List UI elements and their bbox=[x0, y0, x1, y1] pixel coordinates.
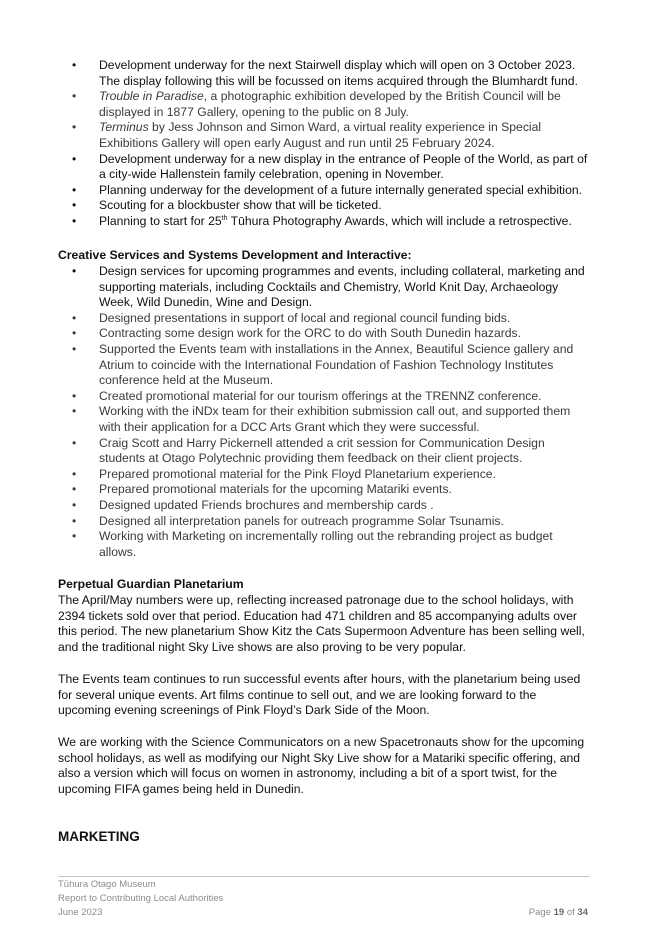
list-item-text bbox=[99, 467, 496, 481]
list-item-text-before: Planning to start for 25 bbox=[99, 213, 222, 228]
list-item-text bbox=[99, 389, 542, 403]
list-item bbox=[58, 498, 588, 514]
list-item bbox=[58, 89, 588, 120]
bullet-icon: • bbox=[72, 120, 77, 135]
list-item-body: Designed all interpretation panels for outreach programme Solar Tsunamis. bbox=[99, 513, 504, 528]
page-number bbox=[529, 906, 588, 919]
list-item-text bbox=[99, 120, 541, 150]
bullet-icon: • bbox=[72, 213, 77, 228]
list-item-body: Contracting some design work for the ORC to do with South Dunedin hazards. bbox=[99, 326, 522, 341]
exhibition-title: Trouble in Paradise bbox=[99, 89, 204, 104]
footer-divider bbox=[58, 876, 590, 877]
list-item-text bbox=[99, 529, 553, 559]
list-item bbox=[58, 389, 588, 405]
list-item-body: , a photographic exhibition developed by the British Council will be displayed in 1877 Gallery, opening to the public on 8 July. bbox=[99, 89, 561, 119]
list-item-text bbox=[99, 311, 510, 325]
list-item-body: Designed presentations in support of local and regional council funding bids. bbox=[99, 310, 511, 325]
list-item-text bbox=[99, 326, 521, 340]
bullet-icon: • bbox=[72, 58, 77, 72]
bullet-icon: • bbox=[72, 497, 77, 512]
list-item-body: Design services for upcoming programmes and events, including collateral, marketing and supporting materials, including Cocktails and Chemistry, World Knit Day, Archaeology Week, Wild Dunedin, Wine and Design. bbox=[99, 264, 585, 310]
bullet-icon: • bbox=[72, 151, 77, 166]
list-item-text bbox=[99, 58, 578, 88]
list-item bbox=[58, 120, 588, 151]
list-item-text bbox=[99, 152, 587, 182]
page-total: 34 bbox=[577, 907, 588, 918]
bullet-icon: • bbox=[72, 326, 77, 341]
page-of: of bbox=[566, 907, 575, 918]
list-item bbox=[58, 311, 588, 327]
list-item-text bbox=[99, 264, 585, 309]
list-item bbox=[58, 183, 588, 199]
list-item bbox=[58, 436, 588, 467]
bullet-icon: • bbox=[72, 404, 77, 419]
list-item-body: Prepared promotional materials for the upcoming Matariki events. bbox=[99, 482, 452, 497]
list-item bbox=[58, 482, 588, 498]
list-item-text bbox=[99, 183, 582, 197]
list-item-body: Development underway for the next Stairwell display which will open on 3 October 2023. The display following this will be focussed on items acquired through the Blumhardt fund. bbox=[99, 58, 578, 88]
list-item-body: Planning underway for the development of a future internally generated special exhibition. bbox=[99, 182, 583, 197]
list-item bbox=[58, 326, 588, 342]
footer-organisation: Tūhura Otago Museum bbox=[58, 879, 156, 890]
list-item-body: Designed updated Friends brochures and membership cards . bbox=[99, 497, 434, 512]
list-item bbox=[58, 264, 588, 311]
planetarium-paragraph-1: The April/May numbers were up, reflecting increased patronage due to the school holidays, with 2394 tickets sold over that period. Education had 471 children and 85 accompanying adults over this period. The new planetarium Show Kitz the Cats Supermoon Adventure has been selling well, and the traditional night Sky Live shows are also proving to be very popular. bbox=[58, 593, 585, 654]
list-item-text bbox=[99, 214, 572, 228]
list-item-body: Tūhura Photography Awards, which will include a retrospective. bbox=[227, 213, 572, 228]
bullet-icon: • bbox=[72, 310, 77, 325]
list-item bbox=[58, 404, 588, 435]
list-item-text bbox=[99, 514, 504, 528]
bullet-icon: • bbox=[72, 341, 77, 356]
planetarium-heading: Perpetual Guardian Planetarium bbox=[58, 577, 244, 591]
list-item bbox=[58, 198, 588, 214]
list-item-text bbox=[99, 89, 561, 119]
list-item bbox=[58, 467, 588, 483]
list-item bbox=[58, 514, 588, 530]
ordinal-suffix: th bbox=[221, 214, 228, 222]
exhibitions-bullet-list bbox=[58, 58, 588, 230]
list-item bbox=[58, 342, 588, 389]
creative-services-heading: Creative Services and Systems Development and Interactive: bbox=[58, 248, 412, 262]
page-prefix: Page bbox=[528, 907, 551, 918]
list-item-body: Working with Marketing on incrementally rolling out the rebranding project as budget allows. bbox=[99, 529, 553, 559]
bullet-icon: • bbox=[72, 513, 77, 528]
bullet-icon: • bbox=[72, 198, 77, 213]
planetarium-paragraph-2: The Events team continues to run successful events after hours, with the planetarium being used for several unique events. Art films continue to sell out, and we are looking forward to the upcoming evening screenings of Pink Floyd’s Dark Side of the Moon. bbox=[58, 672, 581, 718]
list-item-text bbox=[99, 342, 573, 387]
list-item-body: Supported the Events team with installations in the Annex, Beautiful Science gallery and Atrium to coincide with the International Foundation of Fashion Technology Institutes conference held at the Museum. bbox=[99, 341, 574, 388]
bullet-icon: • bbox=[72, 435, 77, 450]
bullet-icon: • bbox=[72, 264, 77, 278]
list-item-text bbox=[99, 404, 570, 434]
bullet-icon: • bbox=[72, 466, 77, 481]
bullet-icon: • bbox=[72, 482, 77, 497]
list-item-body: Craig Scott and Harry Pickernell attended a crit session for Communication Design students at Otago Polytechnic providing them feedback on their client projects. bbox=[99, 435, 545, 466]
creative-services-bullet-list bbox=[58, 264, 588, 560]
list-item bbox=[58, 529, 588, 560]
bullet-icon: • bbox=[72, 182, 77, 197]
list-item-body: Working with the iNDx team for their exhibition submission call out, and supported them with their application for a DCC Arts Grant which they were successful. bbox=[99, 404, 571, 434]
list-item-body: Created promotional material for our tourism offerings at the TRENNZ conference. bbox=[99, 388, 542, 403]
exhibition-title: Terminus bbox=[99, 120, 149, 135]
page-current: 19 bbox=[553, 907, 565, 918]
list-item bbox=[58, 58, 588, 89]
list-item-body: Scouting for a blockbuster show that will be ticketed. bbox=[99, 198, 382, 213]
bullet-icon: • bbox=[72, 388, 77, 403]
list-item-text bbox=[99, 498, 434, 512]
list-item bbox=[58, 214, 588, 230]
list-item-text bbox=[99, 436, 545, 466]
planetarium-paragraph-3: We are working with the Science Communicators on a new Spacetronauts show for the upcoming school holidays, as well as modifying our Night Sky Live show for a Matariki specific offering, and also a version which will focus on women in astronomy, including a bit of a sport twist, for the upcoming FIFA games being held in Dunedin. bbox=[58, 735, 585, 796]
list-item-body: Prepared promotional material for the Pink Floyd Planetarium experience. bbox=[99, 466, 496, 481]
list-item-text bbox=[99, 198, 382, 212]
footer-date: June 2023 bbox=[58, 907, 103, 918]
list-item-body: Development underway for a new display in the entrance of People of the World, as part of a city-wide Hallenstein family celebration, opening in November. bbox=[99, 151, 588, 182]
list-item-body: by Jess Johnson and Simon Ward, a virtual reality experience in Special Exhibitions Gallery will open early August and run until 25 February 2024. bbox=[99, 120, 542, 150]
bullet-icon: • bbox=[72, 529, 77, 544]
marketing-section-heading: MARKETING bbox=[58, 829, 140, 844]
bullet-icon: • bbox=[72, 89, 77, 104]
list-item bbox=[58, 152, 588, 183]
list-item-text bbox=[99, 482, 452, 496]
footer-report-title: Report to Contributing Local Authorities bbox=[58, 893, 224, 904]
